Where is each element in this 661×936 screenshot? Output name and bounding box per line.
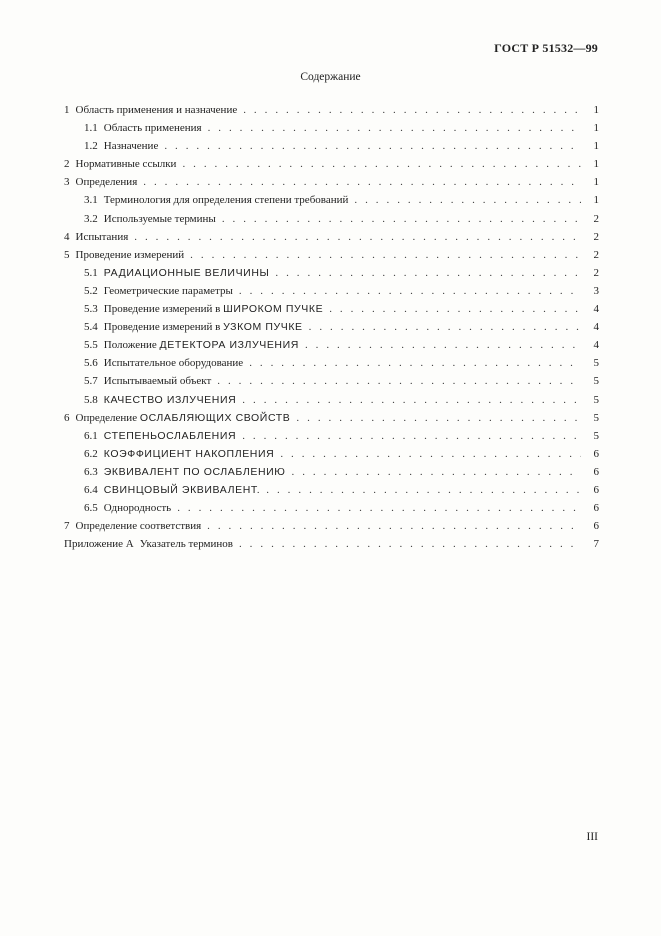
toc-entry-page: 5 (593, 375, 599, 388)
toc-entry-term: РАДИАЦИОННЫЕ ВЕЛИЧИНЫ (103, 266, 270, 279)
toc-entry-title: Испытываемый объект (103, 375, 212, 388)
toc-entry (64, 173, 599, 191)
toc-entry-page: 5 (593, 411, 599, 424)
toc-entry (64, 372, 599, 390)
toc-entry (64, 463, 599, 481)
toc-leader-dots (242, 391, 581, 409)
toc-entry-number: 1.2 (84, 140, 98, 153)
toc-leader-dots (239, 282, 581, 300)
toc-entry-page: 5 (593, 357, 599, 370)
toc-entry-number: 5.8 (84, 393, 98, 406)
toc-entry-title: Испытательное оборудование (103, 357, 244, 370)
toc-entry-page: 1 (593, 176, 599, 189)
toc-entry-title-text: Положение (103, 339, 160, 352)
toc-entry-title (104, 318, 303, 336)
toc-entry-title: Проведение измерений (75, 248, 185, 261)
toc-entry-page: 4 (593, 339, 599, 352)
toc-entry-page: 4 (593, 321, 599, 334)
toc-entry-page: 6 (593, 502, 599, 515)
toc-leader-dots (266, 481, 581, 499)
toc-entry-number: 5.6 (84, 357, 98, 370)
toc-entry (64, 191, 599, 209)
toc-entry-number: 3 (64, 176, 70, 189)
toc-entry-page: 1 (593, 104, 599, 116)
toc-entry-number: 5.1 (84, 266, 98, 279)
toc-entry (64, 300, 599, 318)
toc-entry-title: Нормативные ссылки (75, 158, 177, 171)
toc-entry (64, 246, 599, 264)
toc-leader-dots (208, 119, 581, 137)
toc-entry-number: 6.3 (84, 465, 98, 478)
toc-entry-title: Область применения (103, 122, 202, 135)
toc-leader-dots (222, 210, 581, 228)
toc-entry (64, 409, 599, 427)
toc-entry (64, 264, 599, 282)
toc-leader-dots (143, 173, 581, 191)
toc-entry-title: Назначение (103, 140, 159, 153)
toc-entry-page: 2 (593, 248, 599, 261)
toc-leader-dots (190, 246, 581, 264)
toc-entry-page: 1 (593, 140, 599, 153)
toc-entry-number: 2 (64, 158, 70, 171)
toc-entry-page: 6 (593, 520, 599, 533)
toc-entry (64, 318, 599, 336)
toc-entry-term: КАЧЕСТВО ИЗЛУЧЕНИЯ (103, 393, 237, 406)
standard-designation: ГОСТ Р 51532—99 (494, 41, 598, 55)
toc-entry-page: 1 (593, 158, 599, 171)
toc-leader-dots (243, 101, 581, 119)
toc-entry-number: 6.1 (84, 429, 98, 442)
toc-leader-dots (296, 409, 581, 427)
toc-entry-term: УЗКОМ ПУЧКЕ (223, 321, 303, 334)
toc-entry (64, 282, 599, 300)
toc-entry-title: Геометрические параметры (103, 284, 233, 297)
toc-entry-term: СТЕПЕНЬОСЛАБЛЕНИЯ (103, 429, 237, 442)
toc-entry-number: 5.3 (84, 303, 98, 316)
toc-entry-page: 5 (593, 429, 599, 442)
toc-entry-title (104, 264, 270, 282)
toc-leader-dots (217, 372, 581, 390)
toc-leader-dots (292, 463, 581, 481)
toc-entry-term: ЭКВИВАЛЕНТ ПО ОСЛАБЛЕНИЮ (103, 465, 286, 478)
toc-entry-number: 6.4 (84, 483, 98, 496)
toc-entry-title (104, 391, 237, 409)
toc-entry (64, 119, 599, 137)
toc-entry-term: ОСЛАБЛЯЮЩИХ СВОЙСТВ (139, 411, 291, 424)
toc-entry (64, 445, 599, 463)
toc-entry-number: 5.7 (84, 375, 98, 388)
toc-leader-dots (177, 499, 581, 517)
toc-entry-number: 6.5 (84, 502, 98, 515)
toc-entry-term: СВИНЦОВЫЙ ЭКВИВАЛЕНТ. (103, 483, 261, 496)
toc-leader-dots (354, 191, 581, 209)
toc-entry-title (104, 445, 275, 463)
toc-entry-page: 6 (593, 447, 599, 460)
toc-entry-number: 1.1 (84, 122, 98, 135)
toc-leader-dots (280, 445, 581, 463)
toc-entry-term: ДЕТЕКТОРА ИЗЛУЧЕНИЯ (159, 339, 299, 352)
toc-entry-number: 6 (64, 411, 70, 424)
toc-entry-page: 6 (593, 483, 599, 496)
toc-entry (64, 427, 599, 445)
toc-entry (64, 101, 599, 119)
toc-entry (64, 155, 599, 173)
toc-entry (64, 535, 599, 553)
toc-entry (64, 336, 599, 354)
toc-entry-number: 3.1 (84, 194, 98, 207)
toc-leader-dots (249, 354, 581, 372)
toc-leader-dots (182, 155, 581, 173)
toc-entry-page: 2 (593, 266, 599, 279)
toc-entry-title: Область применения и назначение (75, 104, 238, 116)
toc-entry-title: Указатель терминов (139, 538, 233, 551)
toc-entry-title (104, 300, 323, 318)
toc-entry-title: Однородность (103, 502, 172, 515)
toc-leader-dots (242, 427, 581, 445)
toc-leader-dots (329, 300, 581, 318)
toc-entry-number: 6.2 (84, 447, 98, 460)
toc-entry (64, 137, 599, 155)
toc-leader-dots (239, 535, 581, 553)
toc-entry-title: Терминология для определения степени требований (103, 194, 349, 207)
page-folio: III (586, 831, 598, 843)
toc-entry-page: 6 (593, 465, 599, 478)
toc-entry-number: 7 (64, 520, 70, 533)
toc-entry-page: 1 (593, 194, 599, 207)
toc-entry-number: 5 (64, 248, 70, 261)
toc-entry-page: 2 (593, 230, 599, 243)
toc-leader-dots (134, 228, 581, 246)
toc-entry-title (104, 481, 261, 499)
toc-entry-title-text: Определение (75, 411, 140, 424)
toc-entry-number: 5.2 (84, 284, 98, 297)
toc-entry-title: Испытания (75, 230, 129, 243)
toc-entry-number: 5.5 (84, 339, 98, 352)
toc-entry-number: 4 (64, 230, 70, 243)
toc-entry-title-text: Проведение измерений в (103, 321, 224, 334)
toc-entry (64, 391, 599, 409)
toc-entry-title (104, 463, 286, 481)
toc-entry-term: КОЭФФИЦИЕНТ НАКОПЛЕНИЯ (103, 447, 275, 460)
toc-entry-page: 5 (593, 393, 599, 406)
toc-entry-title: Определение соответствия (75, 520, 202, 533)
toc-entry-page: 3 (593, 284, 599, 297)
toc-entry-title: Используемые термины (103, 212, 216, 225)
toc-entry-number: Приложение А (64, 538, 134, 551)
toc-entry-title: Определения (75, 176, 138, 189)
toc-leader-dots (309, 318, 581, 336)
toc-entry-title (76, 409, 291, 427)
toc-entry-page: 1 (593, 122, 599, 135)
toc-entry (64, 210, 599, 228)
toc-entry-page: 4 (593, 303, 599, 316)
toc-entry (64, 481, 599, 499)
toc-entry-page: 2 (593, 212, 599, 225)
toc-entry (64, 499, 599, 517)
toc-entry-number: 3.2 (84, 212, 98, 225)
toc-entry (64, 354, 599, 372)
toc-entry-title-text: Проведение измерений в (103, 303, 224, 316)
toc-leader-dots (275, 264, 581, 282)
toc-entry-title (104, 427, 236, 445)
toc-leader-dots (207, 517, 581, 535)
toc-entry-number: 1 (64, 104, 70, 116)
toc-entry-page: 7 (593, 538, 599, 551)
table-of-contents (64, 101, 599, 553)
toc-entry-term: ШИРОКОМ ПУЧКЕ (223, 303, 324, 316)
toc-leader-dots (164, 137, 581, 155)
toc-leader-dots (305, 336, 581, 354)
toc-entry-title (104, 336, 299, 354)
toc-entry-number: 5.4 (84, 321, 98, 334)
toc-entry (64, 228, 599, 246)
toc-entry (64, 517, 599, 535)
contents-heading: Содержание (300, 71, 361, 83)
